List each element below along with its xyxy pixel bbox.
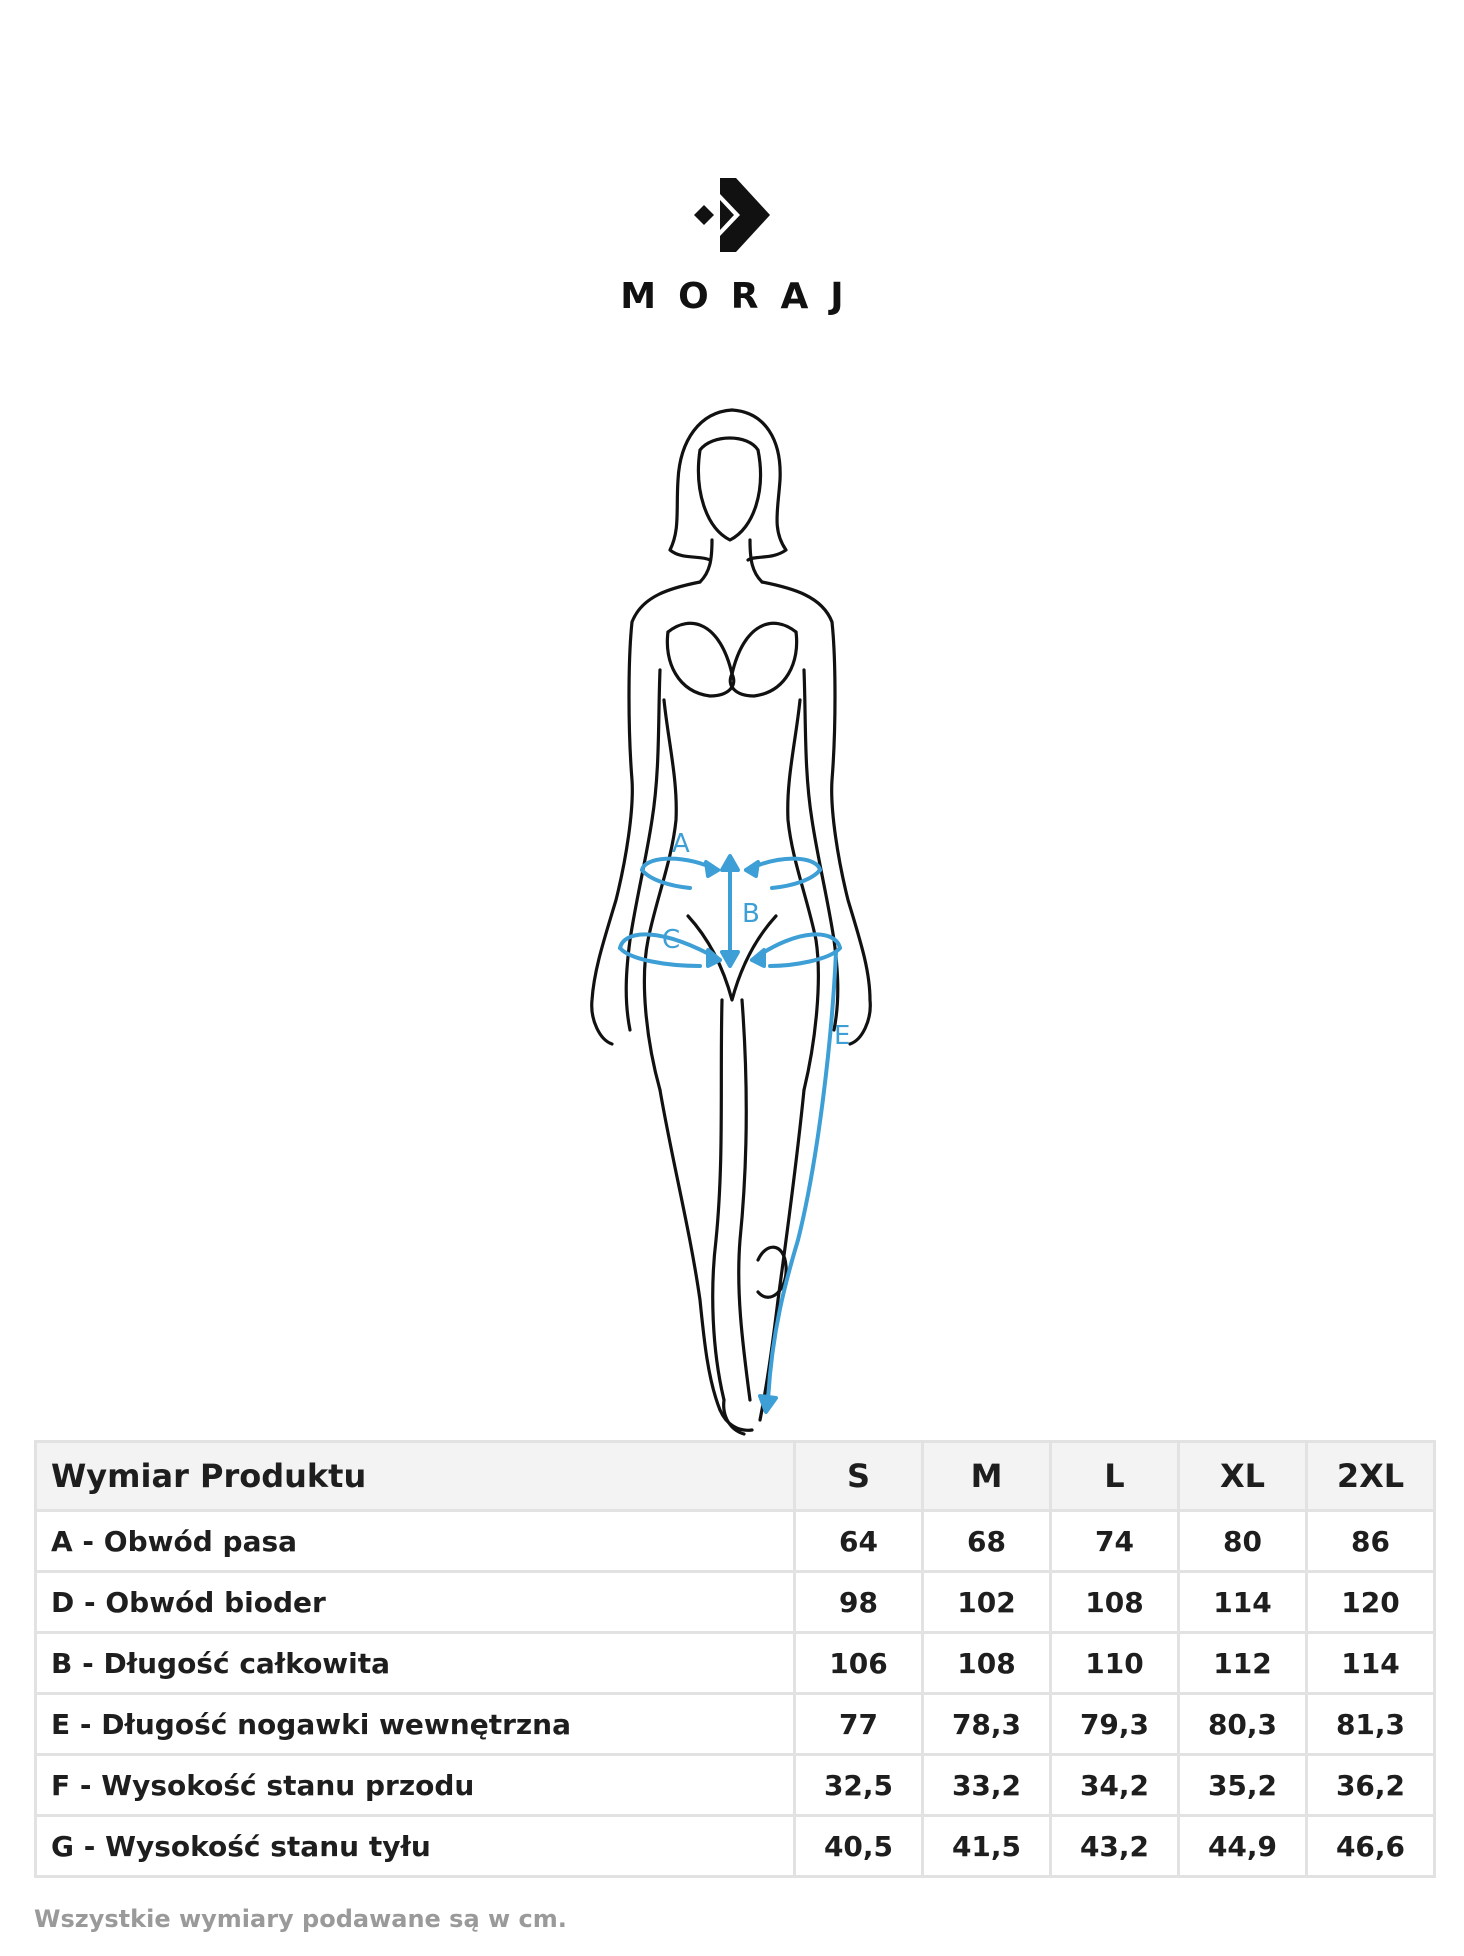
row-label: D - Obwód bioder [36, 1572, 795, 1633]
size-table [34, 1440, 1436, 1878]
header-size-2xl: 2XL [1307, 1442, 1435, 1511]
row-label: F - Wysokość stanu przodu [36, 1755, 795, 1816]
brand-name: MORAJ [620, 276, 866, 317]
row-label: A - Obwód pasa [36, 1511, 795, 1572]
table-cell: 110 [1051, 1633, 1179, 1694]
table-cell: 46,6 [1307, 1816, 1435, 1877]
table-header-row [36, 1442, 1435, 1511]
table-cell: 108 [923, 1633, 1051, 1694]
table-cell: 33,2 [923, 1755, 1051, 1816]
table-cell: 43,2 [1051, 1816, 1179, 1877]
table-cell: 80 [1179, 1511, 1307, 1572]
table-row [36, 1633, 1435, 1694]
table-row [36, 1511, 1435, 1572]
table-cell: 35,2 [1179, 1755, 1307, 1816]
table-cell: 98 [795, 1572, 923, 1633]
header-size-xl: XL [1179, 1442, 1307, 1511]
marker-b-label: B [742, 899, 760, 929]
marker-a-label: A [672, 829, 690, 859]
woman-silhouette-measurement-icon [560, 400, 920, 1440]
table-cell: 41,5 [923, 1816, 1051, 1877]
table-cell: 102 [923, 1572, 1051, 1633]
table-cell: 64 [795, 1511, 923, 1572]
table-cell: 74 [1051, 1511, 1179, 1572]
table-cell: 106 [795, 1633, 923, 1694]
header-size-s: S [795, 1442, 923, 1511]
table-cell: 77 [795, 1694, 923, 1755]
table-cell: 68 [923, 1511, 1051, 1572]
table-cell: 112 [1179, 1633, 1307, 1694]
units-footnote: Wszystkie wymiary podawane są w cm. [34, 1905, 567, 1933]
table-cell: 79,3 [1051, 1694, 1179, 1755]
table-cell: 80,3 [1179, 1694, 1307, 1755]
header-size-l: L [1051, 1442, 1179, 1511]
marker-e-label: E [834, 1021, 851, 1051]
row-label: B - Długość całkowita [36, 1633, 795, 1694]
table-row [36, 1572, 1435, 1633]
header-size-m: M [923, 1442, 1051, 1511]
table-row [36, 1755, 1435, 1816]
table-cell: 44,9 [1179, 1816, 1307, 1877]
table-cell: 34,2 [1051, 1755, 1179, 1816]
table-cell: 78,3 [923, 1694, 1051, 1755]
table-cell: 114 [1179, 1572, 1307, 1633]
table-row [36, 1816, 1435, 1877]
table-cell: 120 [1307, 1572, 1435, 1633]
table-cell: 108 [1051, 1572, 1179, 1633]
row-label: E - Długość nogawki wewnętrzna [36, 1694, 795, 1755]
row-label: G - Wysokość stanu tyłu [36, 1816, 795, 1877]
table-cell: 40,5 [795, 1816, 923, 1877]
table-row [36, 1694, 1435, 1755]
table-cell: 114 [1307, 1633, 1435, 1694]
table-cell: 86 [1307, 1511, 1435, 1572]
table-cell: 32,5 [795, 1755, 923, 1816]
table-cell: 81,3 [1307, 1694, 1435, 1755]
table-cell: 36,2 [1307, 1755, 1435, 1816]
header-label: Wymiar Produktu [36, 1442, 795, 1511]
moraj-logo-icon [690, 170, 780, 260]
marker-c-label: C [662, 925, 681, 955]
